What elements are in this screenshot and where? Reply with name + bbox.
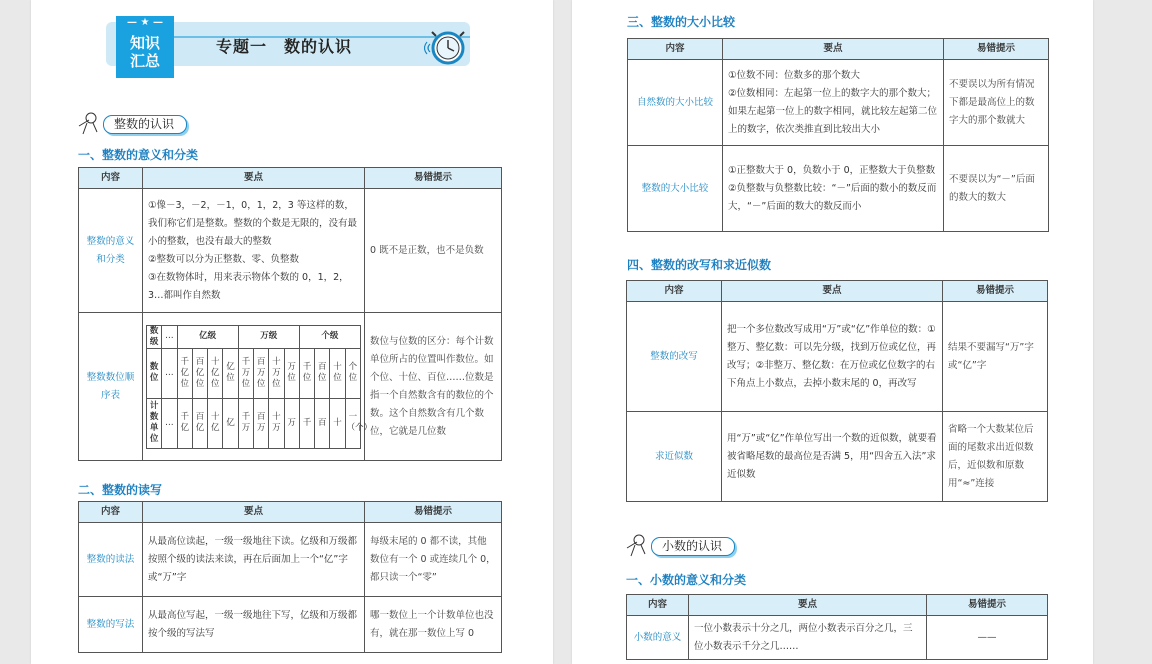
- place-cell: 十位: [330, 348, 345, 398]
- integer-reading-table: [78, 501, 502, 653]
- row-tip: 0 既不是正数，也不是负数: [365, 189, 502, 313]
- row-category: 整数的改写: [627, 302, 722, 412]
- place-cell: 十万位: [269, 348, 284, 398]
- table-header: 易错提示: [943, 281, 1048, 302]
- place-cell: 万位: [284, 348, 299, 398]
- place-cell: 十亿: [208, 398, 223, 448]
- heading-decimal-meaning: 一、小数的意义和分类: [626, 573, 747, 587]
- heading-integer-compare: 三、整数的大小比较: [627, 15, 736, 29]
- section-tag-decimals: [625, 532, 765, 556]
- decimal-meaning-table: [626, 594, 1048, 660]
- pencil-figure-icon: [625, 532, 653, 558]
- row-points: [723, 60, 944, 146]
- row-category: 自然数的大小比较: [628, 60, 723, 146]
- knowledge-badge: [116, 16, 174, 78]
- row-category: 整数数位顺序表: [79, 313, 143, 461]
- row-tip: 省略一个大数某位后面的尾数求出近似数后，近似数和原数用“≈”连接: [943, 412, 1048, 502]
- row-point: 从最高位读起，一级一级地往下读。亿级和万级都按照个级的读法来读，再在后面加上一个“亿”字或“万”字: [143, 523, 365, 597]
- row-category: 整数的意义和分类: [79, 189, 143, 313]
- place-cell: 百: [315, 398, 330, 448]
- point-line: ①位数不同：位数多的那个数大: [728, 69, 861, 81]
- table-header: 内容: [79, 168, 143, 189]
- pencil-figure-icon: [77, 110, 105, 136]
- row-points: [143, 189, 365, 313]
- place-cell: 百万: [253, 398, 268, 448]
- place-cell: 千亿: [177, 398, 192, 448]
- place-row-label: 计数单位: [147, 398, 162, 448]
- place-cell: …: [162, 398, 177, 448]
- place-cell: 亿: [223, 398, 238, 448]
- place-cell: 百万位: [253, 348, 268, 398]
- table-header: 内容: [627, 281, 722, 302]
- table-header: 要点: [722, 281, 943, 302]
- row-point: 把一个多位数改写成用“万”或“亿”作单位的数：①整万、整亿数：可以先分级，找到万位或亿位，再改写；②非整万、整亿数：在万位或亿位数字的右下角点上小数点，去掉小数末尾的 0，再改写: [722, 302, 943, 412]
- place-cell: 千: [299, 398, 314, 448]
- place-cell: 千万: [238, 398, 253, 448]
- table-header: 内容: [628, 39, 723, 60]
- row-category: 求近似数: [627, 412, 722, 502]
- section-tag-integers: [77, 110, 217, 134]
- place-cell: 万: [284, 398, 299, 448]
- place-row-label: 数位: [147, 348, 162, 398]
- place-cell: 十: [330, 398, 345, 448]
- point-line: ①正整数大于 0，负数小于 0，正整数大于负整数: [728, 164, 936, 176]
- row-category: 整数的写法: [79, 597, 143, 653]
- place-row-label: 数级: [147, 325, 162, 348]
- topic-banner: [106, 17, 470, 70]
- place-value-chart-cell: [143, 313, 373, 461]
- place-cell: …: [162, 348, 177, 398]
- place-cell: 千亿位: [177, 348, 192, 398]
- integer-meaning-table: [78, 167, 502, 461]
- row-tip: 不要误以为“－”后面的数大的数大: [944, 146, 1049, 232]
- section-tag-label: 整数的认识: [103, 115, 187, 134]
- place-cell: 千万位: [238, 348, 253, 398]
- heading-integer-rewrite: 四、整数的改写和求近似数: [627, 258, 772, 272]
- place-value-chart: [146, 325, 373, 449]
- place-cell: 百位: [315, 348, 330, 398]
- place-cell: 百亿: [192, 398, 207, 448]
- table-header: 易错提示: [365, 168, 502, 189]
- point-line: ③在数物体时，用来表示物体个数的 0，1，2，3…都叫作自然数: [148, 271, 349, 301]
- place-cell: 亿位: [223, 348, 238, 398]
- badge-text: 知识汇总: [130, 34, 161, 70]
- left-page: [31, 0, 553, 664]
- heading-integer-meaning: 一、整数的意义和分类: [78, 148, 199, 162]
- table-header: 要点: [143, 502, 365, 523]
- place-group: 亿级: [177, 325, 238, 348]
- row-tip: ——: [927, 616, 1048, 660]
- place-group: 个级: [299, 325, 360, 348]
- place-cell: 一（个）: [345, 398, 360, 448]
- place-group: 万级: [238, 325, 299, 348]
- section-tag-label: 小数的认识: [651, 537, 735, 556]
- page-title: 专题一 数的认识: [216, 37, 353, 56]
- table-header: 易错提示: [944, 39, 1049, 60]
- table-header: 易错提示: [927, 595, 1048, 616]
- table-header: 内容: [79, 502, 143, 523]
- point-line: ②整数可以分为正整数、零、负整数: [148, 253, 300, 265]
- row-point: 一位小数表示十分之几，两位小数表示百分之几，三位小数表示千分之几……: [689, 616, 927, 660]
- integer-compare-table: [627, 38, 1049, 232]
- row-point: 用“万”或“亿”作单位写出一个数的近似数，就要看被省略尾数的最高位是否满 5，用“四舍五入法”求近似数: [722, 412, 943, 502]
- integer-rewrite-table: [626, 280, 1048, 502]
- badge-star: — ★ —: [127, 17, 163, 28]
- place-cell: 百亿位: [192, 348, 207, 398]
- row-points: [723, 146, 944, 232]
- row-tip: 每级末尾的 0 都不读，其他数位有一个 0 或连续几个 0，都只读一个“零”: [365, 523, 502, 597]
- heading-integer-reading: 二、整数的读写: [78, 483, 163, 497]
- place-cell: 十万: [269, 398, 284, 448]
- alarm-clock-icon: [424, 26, 468, 68]
- table-header: 要点: [723, 39, 944, 60]
- row-point: 从最高位写起，一级一级地往下写，亿级和万级都按个级的写法写: [143, 597, 365, 653]
- place-cell: 个位: [345, 348, 360, 398]
- row-tip: 哪一数位上一个计数单位也没有，就在那一数位上写 0: [365, 597, 502, 653]
- point-line: ②负整数与负整数比较：“－”后面的数小的数反而大，“－”后面的数大的数反而小: [728, 182, 937, 212]
- point-line: ①像－3，－2，－1，0，1，2，3 等这样的数，我们称它们是整数。整数的个数是无限的，没有最小的整数，也没有最大的整数: [148, 199, 358, 247]
- point-line: ②位数相同：左起第一位上的数字大的那个数大；如果左起第一位上的数字相同，就比较左起第二位上的数字，依次类推直到比较出大小: [728, 87, 938, 135]
- row-tip: 不要误以为所有情况下都是最高位上的数字大的那个数就大: [944, 60, 1049, 146]
- table-header: 内容: [627, 595, 689, 616]
- row-tip: 结果不要漏写“万”字或“亿”字: [943, 302, 1048, 412]
- table-header: 要点: [143, 168, 365, 189]
- table-header: 要点: [689, 595, 927, 616]
- place-cell: …: [162, 325, 177, 348]
- place-cell: 十亿位: [208, 348, 223, 398]
- row-tip: 数位与位数的区分：每个计数单位所占的位置叫作数位。如个位、十位、百位……位数是指一个自然数含有的数位的个数。这个自然数含有几个数位，它就是几位数: [365, 313, 502, 461]
- place-cell: 千位: [299, 348, 314, 398]
- table-header: 易错提示: [365, 502, 502, 523]
- row-category: 小数的意义: [627, 616, 689, 660]
- row-category: 整数的大小比较: [628, 146, 723, 232]
- right-page: [572, 0, 1093, 664]
- row-category: 整数的读法: [79, 523, 143, 597]
